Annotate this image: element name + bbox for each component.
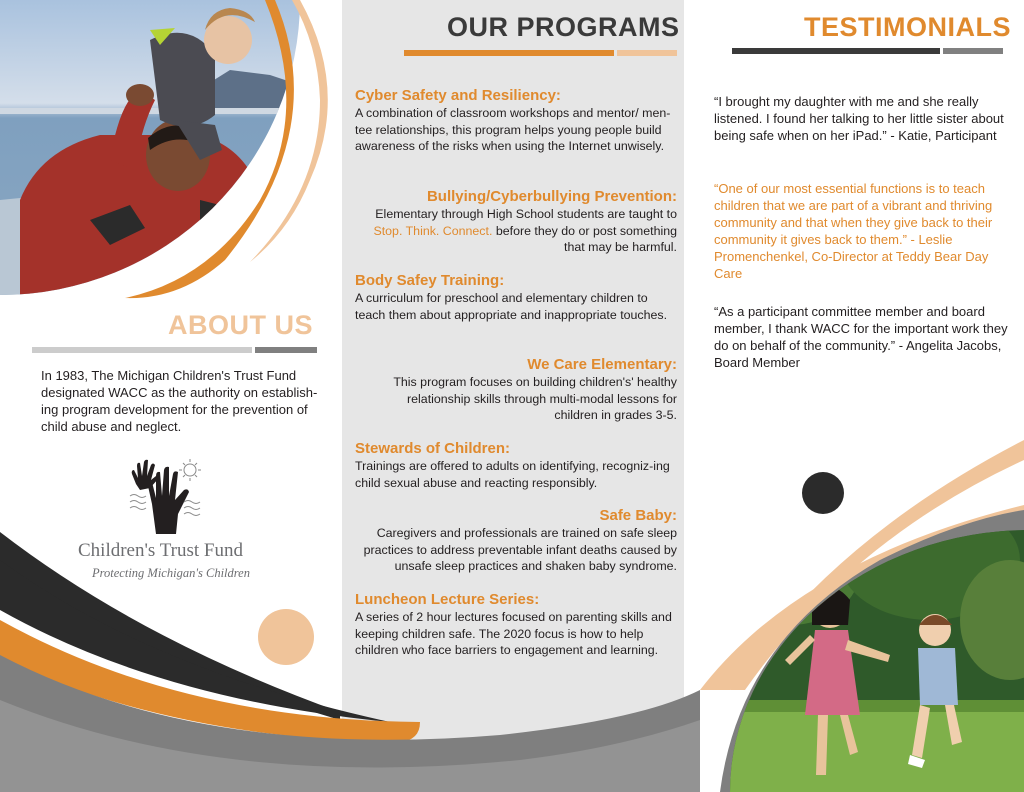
program-description: Trainings are offered to adults on identifying, recogniz-ing child sexual abuse and reacting responsibly. (355, 459, 670, 490)
program-description: A combination of classroom workshops and mentor/ men-tee relationships, this program helps young people build awareness of the risks when using the Internet unwisely. (355, 106, 671, 153)
photo-arc-orange (125, 0, 294, 298)
program-title: Bullying/Cyberbullying Prevention: (426, 188, 677, 205)
program-description: This program focuses on building children's' healthy relationship skills through multi-modal lessons for children in grades 3-5. (393, 375, 677, 422)
circle-light-orange (258, 609, 314, 665)
program-description: Caregivers and professionals are trained on safe sleep practices to address preventable infant deaths caused by unsafe sleep practices and shaken baby syndrome. (363, 526, 677, 573)
our-programs-heading: OUR PROGRAMS (447, 12, 680, 42)
circle-dark (802, 472, 844, 514)
program-title: Safe Baby: (599, 507, 677, 524)
program-description: A series of 2 hour lectures focused on parenting skills and keeping children safe. The 2020 focus is how to help children who face barriers to engagement and learning. (355, 610, 672, 657)
logo-tagline: Protecting Michigan's Children (92, 566, 250, 580)
testimonials-heading: TESTIMONIALS (804, 12, 1011, 42)
testimonial-quote: “One of our most essential functions is to teach children that we are part of a vibrant and thriving community and that when they give back to their community it gives back to them.” - Leslie Promenchenkel, Co-Director at Teddy Bear Day Care (714, 181, 993, 281)
program-title: Body Safey Training: (355, 272, 505, 289)
about-paragraph: In 1983, The Michigan Children's Trust Fund designated WACC as the authority on establish-ing program development for the prevention of child abuse and neglect. (41, 368, 318, 434)
about-us-heading: ABOUT US (168, 310, 313, 340)
program-text-before: Elementary through High School students are taught to (375, 207, 677, 221)
testimonial-quote: “I brought my daughter with me and she really listened. I found her talking to her little sister about being safe when on her iPad.” - Katie, Participant (714, 94, 1004, 143)
program-title: We Care Elementary: (527, 356, 677, 373)
testimonial-quote: “As a participant committee member and board member, I thank WACC for the important work they do on behalf of the community.” - Angelita Jacobs, Board Member (714, 304, 1008, 370)
logo-organization-name: Children's Trust Fund (78, 540, 243, 561)
program-description: A curriculum for preschool and elementary children to teach them about appropriate and inappropriate touches. (355, 291, 668, 322)
program-title: Luncheon Lecture Series: (355, 591, 540, 608)
stop-think-connect-highlight: Stop. Think. Connect. (373, 223, 493, 238)
program-title: Cyber Safety and Resiliency: (355, 87, 561, 104)
program-title: Stewards of Children: (355, 440, 511, 457)
program-text-after: before they do or post something that may be harmful. (495, 223, 677, 254)
